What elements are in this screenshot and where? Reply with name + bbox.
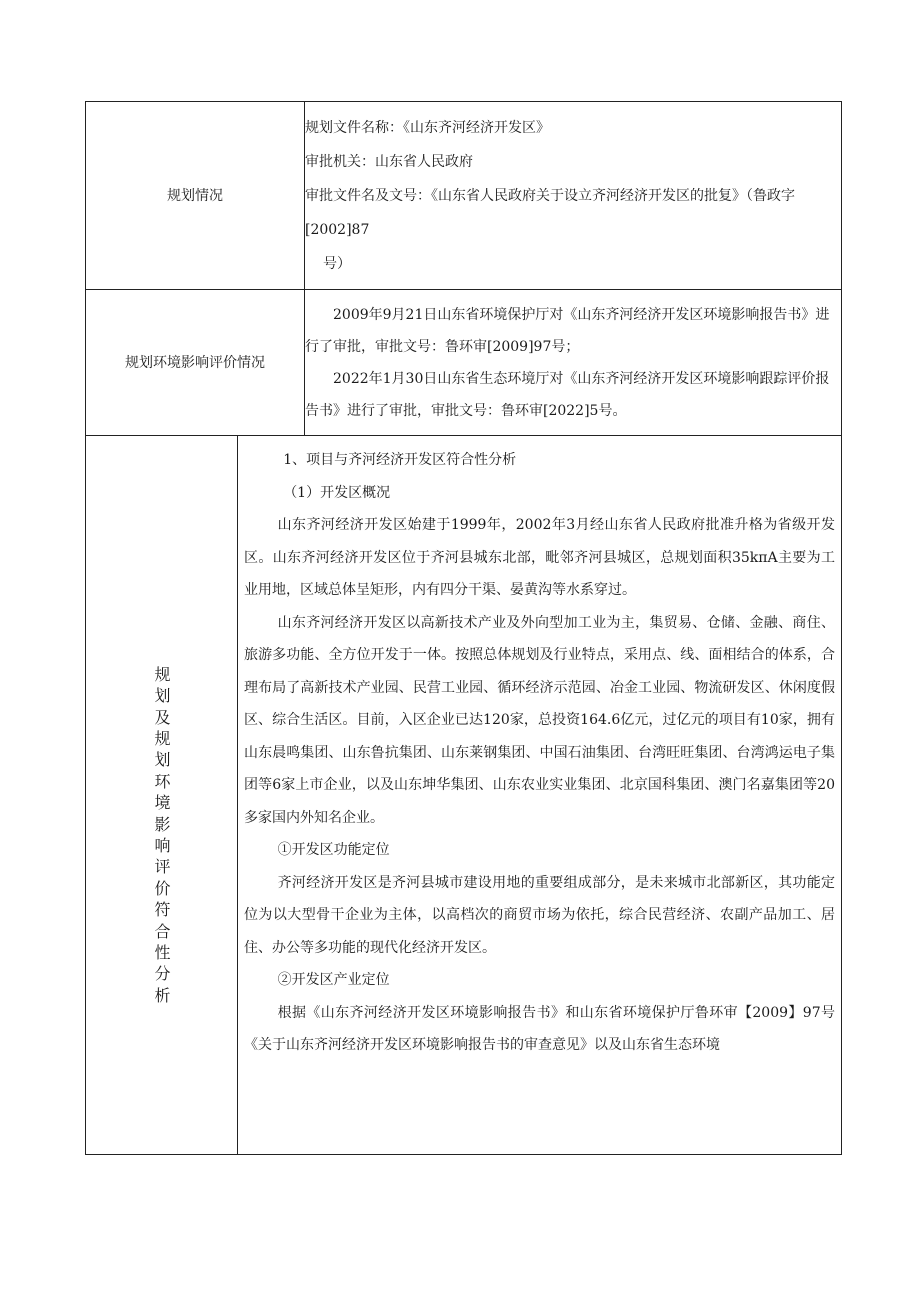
zone-industry-paragraph: 山东齐河经济开发区以高新技术产业及外向型加工业为主，集贸易、仓储、金融、商住、旅游多功能、全方位开发于一体。按照总体规划及行业特点，采用点、线、面相结合的体系，合理布局了高新技术产业园、民营工业园、循环经济示范园、冶金工业园、物流研发区、休闲度假区、综合生活区。目前，入区企业已达120家，总投资164.6亿元，过亿元的项目有10家，拥有山东晨鸣集团、山东鲁抗集团、山东莱钢集团、中国石油集团、台湾旺旺集团、台湾鸿运电子集团等6家上市企业，以及山东坤华集团、山东农业实业集团、北京国科集团、澳门名嘉集团等20多家国内外知名企业。 (244, 614, 835, 826)
approval-document-continued: 号） (323, 255, 351, 272)
section-heading: 1、项目与齐河经济开发区符合性分析 (283, 452, 517, 468)
planning-situation-content (305, 102, 842, 290)
compliance-analysis-row (86, 436, 842, 1155)
industry-positioning-paragraph: 根据《山东齐河经济开发区环境影响报告书》和山东省环境保护厅鲁环审【2009】97号《关于山东齐河经济开发区环境影响报告书的审查意见》以及山东省生态环境 (244, 1004, 835, 1053)
function-positioning-paragraph: 齐河经济开发区是齐河县城市建设用地的重要组成部分，是未来城市北部新区，其功能定位为以大型骨干企业为主体，以高档次的商贸市场为依托，综合民营经济、农副产品加工、居住、办公等多功能的现代化经济开发区。 (244, 874, 835, 956)
subsection-heading: （1）开发区概况 (283, 484, 391, 501)
plan-file-name: 规划文件名称：《山东齐河经济开发区》 (305, 119, 550, 136)
eia-approval-2022: 2022年1月30日山东省生态环境厅对《山东齐河经济开发区环境影响跟踪评价报告书》进行了审批，审批文号：鲁环审[2022]5号。 (305, 370, 830, 419)
eia-approval-2009: 2009年9月21日山东省环境保护厅对《山东齐河经济开发区环境影响报告书》进行了审批，审批文号：鲁环审[2009]97号； (305, 306, 830, 355)
approval-document: 审批文件名及文号：《山东省人民政府关于设立齐河经济开发区的批复》（鲁政字[2002]87 (305, 187, 795, 238)
eia-situation-label: 规划环境影响评价情况 (86, 290, 305, 436)
eia-situation-row (86, 290, 842, 436)
compliance-analysis-label: 规划及规划环境影响评价符合性分析 (154, 664, 171, 1005)
compliance-analysis-label-cell (86, 436, 238, 1155)
report-table (85, 101, 842, 1155)
planning-situation-label: 规划情况 (86, 102, 305, 290)
planning-situation-row (86, 102, 842, 290)
approval-authority: 审批机关：山东省人民政府 (305, 153, 473, 170)
compliance-analysis-content (238, 436, 842, 1155)
industry-positioning-heading: ②开发区产业定位 (277, 972, 390, 988)
zone-overview-paragraph: 山东齐河经济开发区始建于1999年，2002年3月经山东省人民政府批准升格为省级开发区。山东齐河经济开发区位于齐河县城东北部，毗邻齐河县城区，总规划面积35kπA主要为工业用地，区域总体呈矩形，内有四分干渠、晏黄沟等水系穿过。 (244, 517, 835, 598)
function-positioning-heading: ①开发区功能定位 (277, 842, 390, 858)
eia-situation-content (305, 290, 842, 436)
